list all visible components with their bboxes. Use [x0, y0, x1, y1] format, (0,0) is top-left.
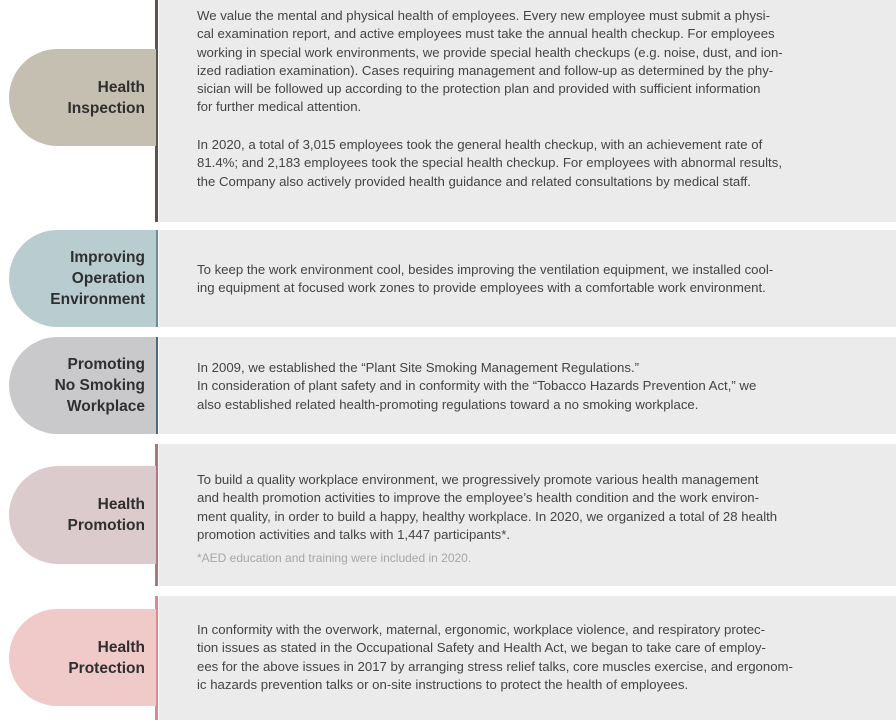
section-paragraph: In 2009, we established the “Plant Site Smoking Management Regulations.” In consideration of plant safety and in conformity with the “Tobacco Hazards Prevention Act,” we also established related health-promoting regulations toward a no smoking workplace.: [197, 360, 757, 412]
section-promoting-no-smoking: [0, 337, 896, 434]
section-label-pill: [9, 49, 156, 146]
section-label-pill: [9, 230, 156, 327]
section-label-pill: [9, 466, 156, 564]
section-paragraph: In conformity with the overwork, maternal, ergonomic, workplace violence, and respiratory protec- tion issues as stated in the Occupational Safety and Health Act, we began to take care of employ- ees for the above issues in 2017 by arranging stress relief talks, core muscles exercise, and ergonom- ic hazards prevention talks or on-site instructions to protect the health of employees.: [197, 622, 793, 692]
section-health-promotion: [0, 444, 896, 586]
section-title: Health Protection: [68, 638, 145, 677]
section-label-pill: [9, 609, 156, 706]
section-footnote: *AED education and training were included in 2020.: [197, 551, 472, 565]
section-paragraph: We value the mental and physical health of employees. Every new employee must submit a physi- cal examination report, and active employees must take the annual health checkup. For employees working in special work environments, we provide special health checkups (e.g. noise, dust, and ion- ized radiation examination). Cases requiring management and follow-up as determined by the phy- sician will be followed up according to the protection plan and provided with sufficient information for further medical attention.: [197, 8, 783, 115]
section-paragraph: To keep the work environment cool, besides improving the ventilation equipment, we installed cool- ing equipment at focused work zones to provide employees with a comfortable work environment.: [197, 262, 774, 296]
section-paragraph: To build a quality workplace environment, we progressively promote various health management and health promotion activities to improve the employee’s health condition and the work environ- ment quality, in order to build a happy, healthy workplace. In 2020, we organized a total of 28 health promotion activities and talks with 1,447 participants*.: [197, 472, 778, 542]
section-health-inspection: [0, 0, 896, 222]
section-health-protection: [0, 596, 896, 720]
section-title: Health Promotion: [67, 496, 145, 534]
section-improving-operation-environment: [0, 230, 896, 327]
section-paragraph: In 2020, a total of 3,015 employees took the general health checkup, with an achievement rate of 81.4%; and 2,183 employees took the special health checkup. For employees with abnormal results, the Company also actively provided health guidance and related consultations by medical staff.: [197, 137, 782, 189]
section-label-pill: [9, 337, 156, 434]
section-title: Promoting No Smoking Workplace: [54, 356, 145, 415]
section-title: Improving Operation Environment: [50, 249, 145, 308]
section-title: Health Inspection: [67, 78, 145, 117]
